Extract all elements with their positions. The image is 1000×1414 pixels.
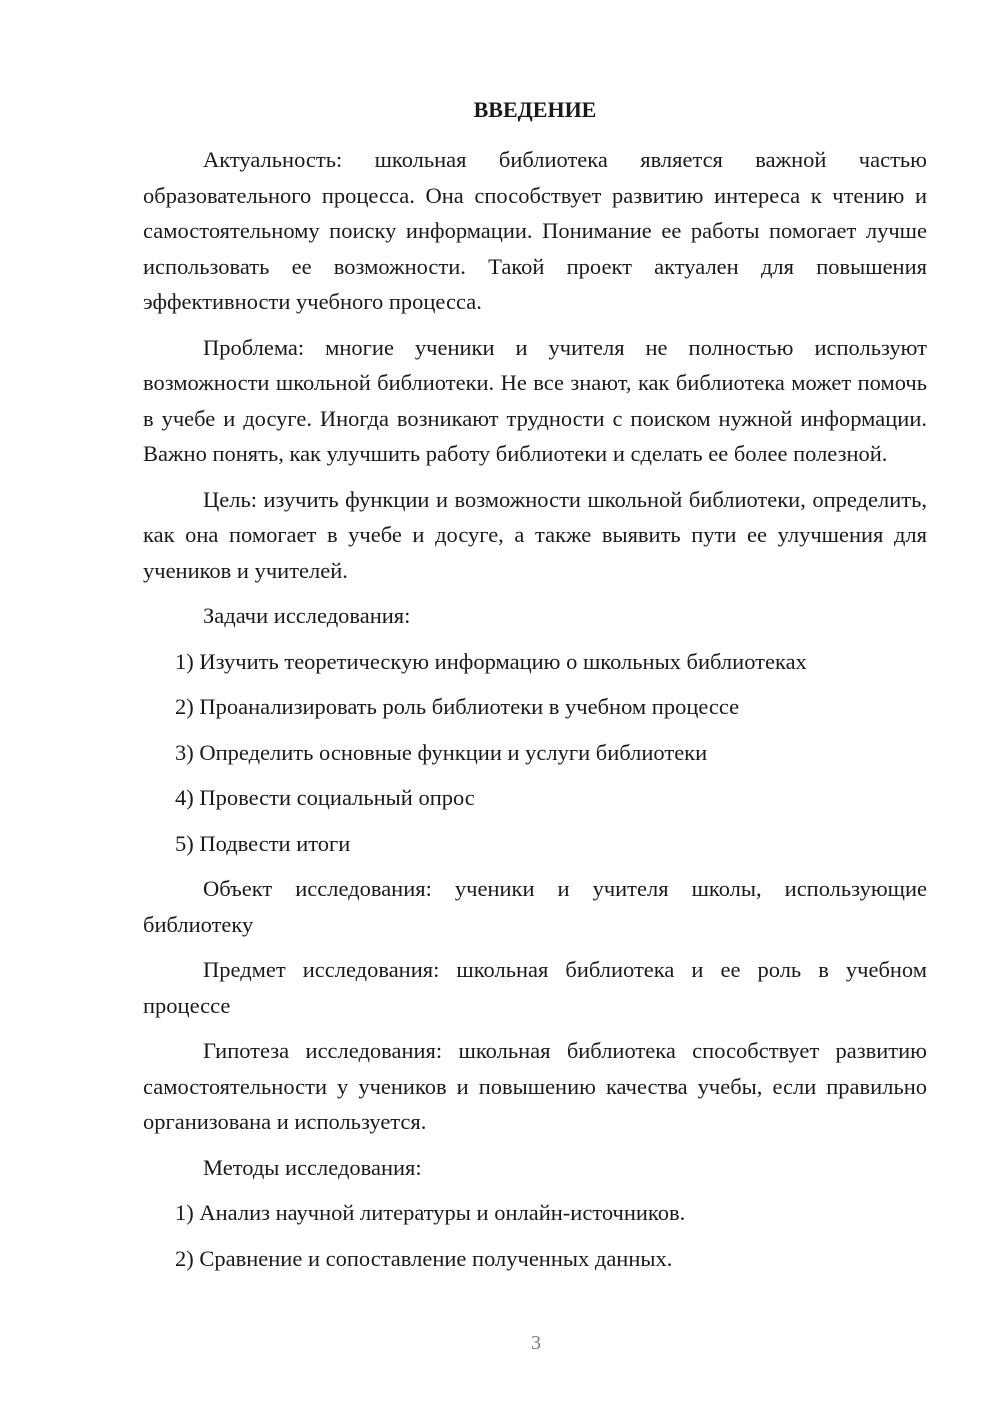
- method-item: 1) Анализ научной литературы и онлайн-источников.: [175, 1200, 686, 1225]
- hypothesis-paragraph: Гипотеза исследования: школьная библиотека способствует развитию самостоятельности у учеников и повышению качества учебы, если правильно организована и используется.: [143, 1038, 927, 1134]
- task-item: 1) Изучить теоретическую информацию о школьных библиотеках: [175, 648, 807, 674]
- goal-paragraph: Цель: изучить функции и возможности школьной библиотеки, определить, как она помогает в учебе и досуге, а также выявить пути ее улучшения для учеников и учителей.: [143, 486, 927, 583]
- page-content: [143, 92, 927, 1286]
- task-item: 3) Определить основные функции и услуги библиотеки: [175, 739, 708, 765]
- task-item: 4) Провести социальный опрос: [175, 785, 475, 810]
- tasks-list: [143, 644, 927, 862]
- method-item: 2) Сравнение и сопоставление полученных данных.: [175, 1245, 673, 1271]
- task-item: 5) Подвести итоги: [175, 830, 351, 856]
- task-item: 2) Проанализировать роль библиотеки в учебном процессе: [175, 694, 740, 719]
- relevance-paragraph: Актуальность: школьная библиотека является важной частью образовательного процесса. Она способствует развитию интереса к чтению и самостоятельному поиску информации. Понимание ее работы помогает лучше использовать ее возможности. Такой проект актуален для повышения эффективности учебного процесса.: [143, 147, 927, 314]
- problem-paragraph: Проблема: многие ученики и учителя не полностью используют возможности школьной библиотеки. Не все знают, как библиотека может помочь в учебе и досуге. Иногда возникают трудности с поиском нужной информации. Важно понять, как улучшить работу библиотеки и сделать ее более полезной.: [143, 334, 927, 466]
- tasks-heading: Задачи исследования:: [203, 603, 411, 628]
- object-paragraph: Объект исследования: ученики и учителя школы, использующие библиотеку: [143, 876, 927, 937]
- section-heading: ВВЕДЕНИЕ: [473, 97, 597, 122]
- methods-heading: Методы исследования:: [203, 1154, 422, 1180]
- page-number: 3: [531, 1332, 541, 1354]
- subject-paragraph: Предмет исследования: школьная библиотека и ее роль в учебном процессе: [143, 957, 927, 1018]
- methods-list: [143, 1195, 927, 1276]
